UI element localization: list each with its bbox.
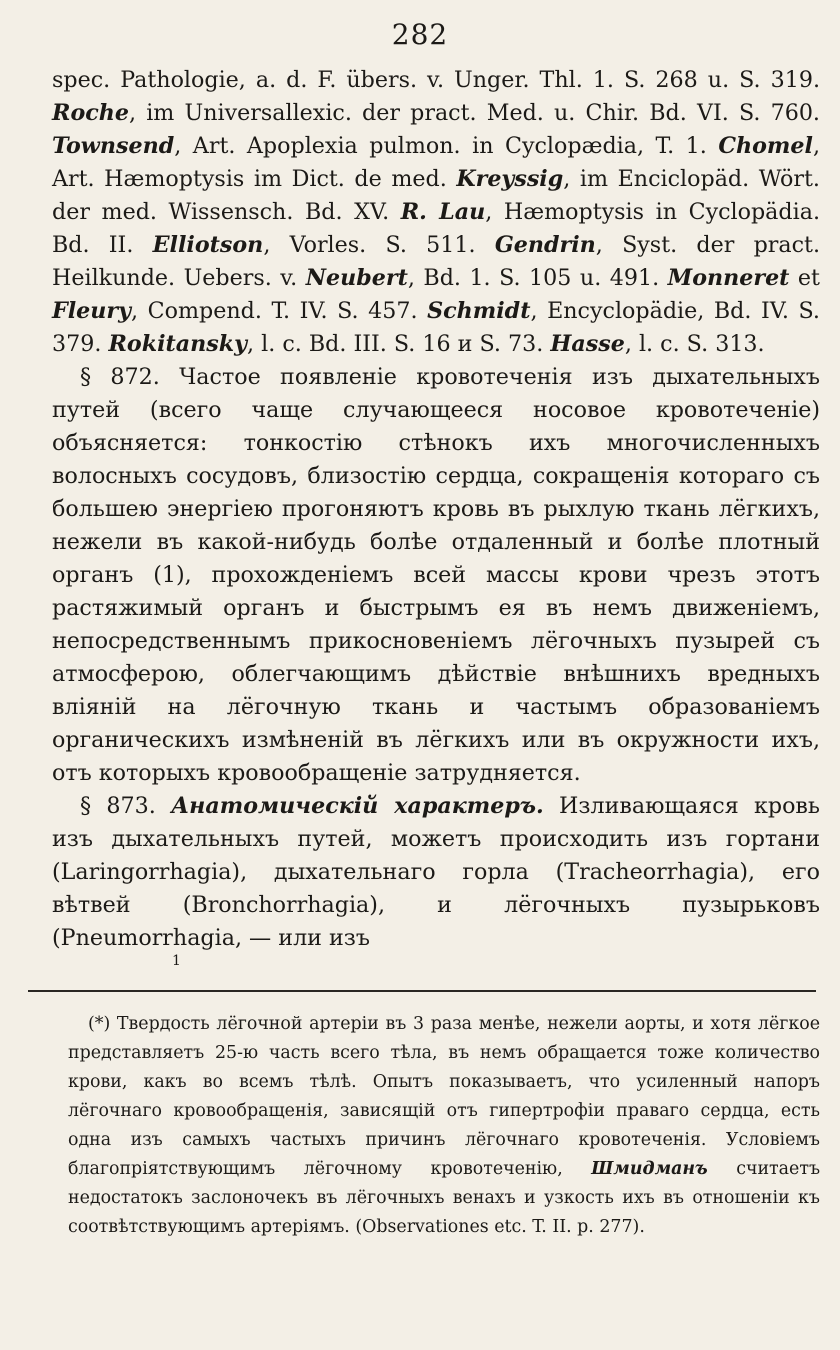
ref-lau: R. Lau <box>400 199 486 225</box>
section-872-text: Частое появленіе кровотеченія изъ дыхательныхъ путей (всего чаще случающееся носовое кровотеченіе) объясняется: тонкостію стѣнокъ ихъ многочисленныхъ волосныхъ сосудовъ, близостію сердца, сокращенія котораго съ большею энергіею прогоняютъ кровь въ рыхлую ткань лёгкихъ, нежели въ какой-нибудь болѣе отдаленный и болѣе плотный органъ (1), прохожденіемъ всей массы крови чрезъ этотъ растяжимый органъ и быстрымъ ея въ немъ движеніемъ, непосредственнымъ прикосновеніемъ лёгочныхъ пузырей съ атмосферою, облегчающимъ дѣйствіе внѣшнихъ вредныхъ вліяній на лёгочную ткань и частымъ образованіемъ органическихъ измѣненій въ лёгкихъ или въ окружности ихъ, отъ которыхъ кровообращеніе затрудняется. <box>52 364 820 786</box>
ref-text-6: , Hæmoptysis in Cyclopädia. Bd. II. <box>52 199 820 258</box>
section-873 <box>52 790 820 955</box>
footnote <box>68 1010 820 1242</box>
ref-monneret: Monneret <box>667 265 790 291</box>
ref-text-1: spec. Pathologie, a. d. F. übers. v. Unger. Thl. 1. S. 268 u. S. 319. <box>52 67 820 93</box>
footnote-marker: 1 <box>172 953 181 969</box>
main-text <box>52 64 820 955</box>
ref-hasse: Hasse <box>550 331 625 357</box>
footnote-schmidtmann: Шмидманъ <box>591 1159 708 1179</box>
ref-text-11: , Compend. T. IV. S. 457. <box>131 298 418 324</box>
ref-chomel: Chomel <box>718 133 813 159</box>
ref-neubert: Neubert <box>305 265 408 291</box>
ref-gendrin: Gendrin <box>494 232 596 258</box>
section-873-text: Изливающаяся кровь изъ дыхательныхъ путей, можетъ происходить изъ гортани (Laringorrhagia), дыхательнаго горла (Tracheorrhagia), его вѣтвей (Bronchorrhagia), и лёгочныхъ пузырьковъ (Pneumorrhagia, — или изъ <box>52 793 820 951</box>
ref-elliotson: Elliotson <box>152 232 264 258</box>
ref-townsend: Townsend <box>52 133 175 159</box>
ref-text-12: , Encyclopädie, Bd. IV. S. 379. <box>52 298 820 357</box>
section-872 <box>52 361 820 790</box>
ref-schmidt: Schmidt <box>427 298 531 324</box>
ref-text-9: , Bd. 1. S. 105 u. 491. <box>407 265 660 291</box>
ref-rokitansky: Rokitansky <box>108 331 248 357</box>
ref-text-10: et <box>789 265 820 291</box>
ref-roche: Roche <box>52 100 129 126</box>
footnote-text-2: считаетъ недостатокъ заслоночекъ въ лёгочныхъ венахъ и узкость ихъ въ отношеніи къ соотвѣтствующимъ артеріямъ. (Observationes etc. T. II. p. 277). <box>68 1159 821 1237</box>
footnote-paragraph <box>68 1010 820 1242</box>
footnote-divider <box>28 990 816 992</box>
ref-kreyssig: Kreyssig <box>456 166 564 192</box>
reference-list <box>52 64 820 361</box>
section-873-heading: Анатомическій характеръ. <box>171 793 544 819</box>
ref-text-14: , l. c. S. 313. <box>624 331 765 357</box>
section-873-number: § 873. <box>80 793 156 819</box>
ref-text-5: , im Enciclopäd. Wört. der med. Wissensch. Bd. XV. <box>52 166 820 225</box>
ref-text-8: , Syst. der pract. Heilkunde. Uebers. v. <box>52 232 821 291</box>
ref-text-13: , l. c. Bd. III. S. 16 и S. 73. <box>247 331 544 357</box>
footnote-mark: (*) <box>88 1014 111 1034</box>
footnote-text-1: Твердость лёгочной артеріи въ 3 раза менѣе, нежели аорты, и хотя лёгкое представляетъ 25-ю часть всего тѣла, въ немъ обращается тоже количество крови, какъ во всемъ тѣлѣ. Опытъ показываетъ, что усиленный напоръ лёгочнаго кровообращенія, зависящій отъ гипертрофіи праваго сердца, есть одна изъ самыхъ частыхъ причинъ лёгочнаго кровотеченія. Условіемъ благопріятствующимъ лёгочному кровотеченію, <box>68 1014 820 1179</box>
ref-text-2: , im Universallexic. der pract. Med. u. Chir. Bd. VI. S. 760. <box>129 100 820 126</box>
page-number: 282 <box>391 18 449 51</box>
ref-text-7: , Vorles. S. 511. <box>263 232 476 258</box>
section-872-number: § 872. <box>80 364 160 390</box>
ref-text-4: , Art. Hæmoptysis im Dict. de med. <box>52 133 820 192</box>
ref-fleury: Fleury <box>52 298 132 324</box>
ref-text-3: , Art. Apoplexia pulmon. in Cyclopædia, T. 1. <box>174 133 707 159</box>
